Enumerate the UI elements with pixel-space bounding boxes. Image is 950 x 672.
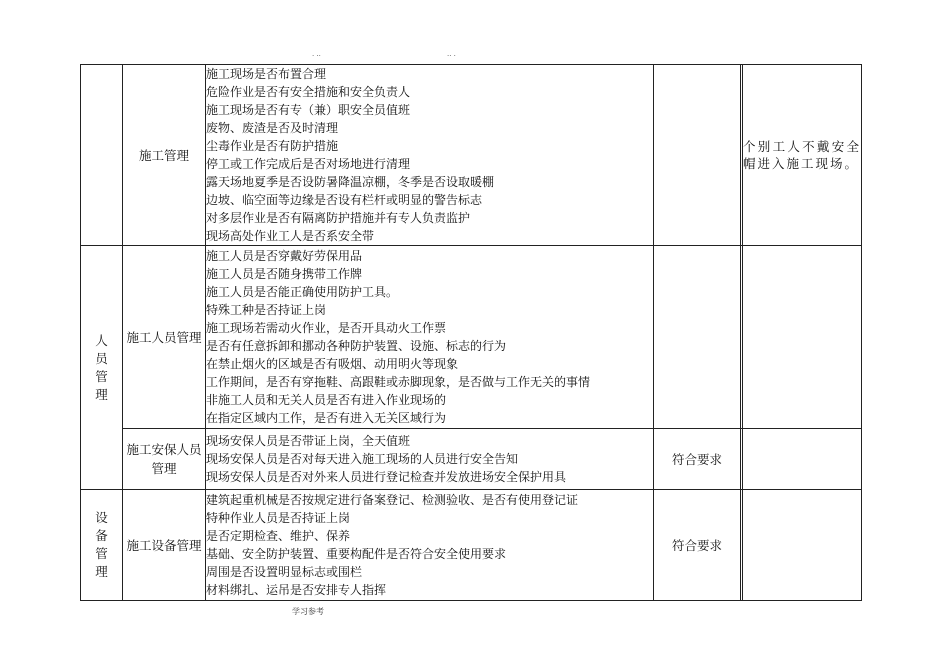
- result-cell: [654, 65, 741, 246]
- check-item: 施工现场若需动火作业，是否开具动火工作票: [206, 321, 447, 335]
- page-footer: 学习参考: [292, 607, 324, 616]
- check-item: 施工人员是否穿戴好劳保用品: [206, 249, 363, 263]
- note-cell: 个别工人不戴安全帽进入施工现场。: [743, 65, 862, 246]
- check-item: 是否定期检查、维护、保养: [206, 529, 351, 543]
- check-item: 在指定区域内工作，是否有进入无关区域行为: [206, 411, 447, 425]
- category-char: 管: [95, 546, 108, 561]
- check-item: 露天场地夏季是否设防暑降温凉棚，冬季是否设取暖棚: [206, 175, 495, 189]
- header-mark-right: .. .: [447, 50, 456, 58]
- category-cell: [81, 65, 123, 246]
- category-cell: [81, 490, 123, 601]
- check-item: 现场安保人员是否带证上岗，全天值班: [206, 434, 411, 448]
- check-item: 停工或工作完成后是否对场地进行清理: [206, 157, 411, 171]
- inspection-table: [80, 64, 862, 601]
- category-char: 人: [95, 332, 108, 348]
- check-item: 施工现场是否有专（兼）职安全员值班: [206, 103, 411, 117]
- items-cell: [206, 65, 654, 246]
- category-char: 备: [95, 528, 108, 543]
- items-cell: [206, 490, 654, 601]
- check-item: 施工人员是否能正确使用防护工具。: [206, 285, 399, 299]
- category-char: 管: [95, 368, 108, 384]
- check-item: 周围是否设置明显标志或围栏: [206, 565, 363, 579]
- category-char: 理: [95, 564, 108, 579]
- check-item: 特种作业人员是否持证上岗: [206, 511, 351, 525]
- note-cell: [743, 246, 862, 429]
- note-cell: [743, 490, 862, 601]
- check-item: 建筑起重机械是否按规定进行备案登记、检测验收、是否有使用登记证: [206, 493, 579, 507]
- result-cell: 符合要求: [654, 490, 741, 601]
- subcategory-cell: 施工安保人员管理: [123, 429, 206, 490]
- check-item: 在禁止烟火的区域是否有吸烟、动用明火等现象: [206, 357, 459, 371]
- check-item: 工作期间，是否有穿拖鞋、高跟鞋或赤脚现象，是否做与工作无关的事情: [206, 375, 591, 389]
- check-item: 现场安保人员是否对每天进入施工现场的人员进行安全告知: [206, 452, 519, 466]
- subcategory-cell: 施工人员管理: [123, 246, 206, 429]
- note-cell: [743, 429, 862, 490]
- category-char: 理: [95, 386, 108, 402]
- category-cell: [81, 246, 123, 490]
- result-cell: [654, 246, 741, 429]
- check-item: 废物、废渣是否及时清理: [206, 121, 339, 135]
- subcategory-cell: 施工设备管理: [123, 490, 206, 601]
- check-item: 特殊工种是否持证上岗: [206, 303, 327, 317]
- check-item: 现场安保人员是否对外来人员进行登记检查并发放进场安全保护用具: [206, 470, 567, 484]
- check-item: 对多层作业是否有隔离防护措施并有专人负责监护: [206, 211, 471, 225]
- check-item: 材料绑扎、运吊是否安排专人指挥: [206, 583, 387, 597]
- check-item: 危险作业是否有安全措施和安全负责人: [206, 85, 411, 99]
- check-item: 是否有任意拆卸和挪动各种防护装置、设施、标志的行为: [206, 339, 507, 353]
- check-item: 基础、安全防护装置、重要构配件是否符合安全使用要求: [206, 547, 507, 561]
- category-char: 设: [95, 510, 108, 525]
- table-row: [81, 246, 862, 429]
- items-cell: [206, 246, 654, 429]
- check-item: 施工人员是否随身携带工作牌: [206, 267, 363, 281]
- check-item: 现场高处作业工人是否系安全带: [206, 229, 375, 243]
- table-row: [81, 429, 862, 490]
- check-item: 施工现场是否布置合理: [206, 67, 327, 81]
- subcategory-cell: 施工管理: [123, 65, 206, 246]
- check-item: 非施工人员和无关人员是否有进入作业现场的: [206, 393, 447, 407]
- header-mark-left: . ..: [312, 50, 321, 58]
- category-char: 员: [95, 350, 108, 366]
- table-row: [81, 65, 862, 246]
- result-cell: 符合要求: [654, 429, 741, 490]
- items-cell: [206, 429, 654, 490]
- check-item: 边坡、临空面等边缘是否设有栏杆或明显的警告标志: [206, 193, 483, 207]
- table-row: [81, 490, 862, 601]
- check-item: 尘毒作业是否有防护措施: [206, 139, 339, 153]
